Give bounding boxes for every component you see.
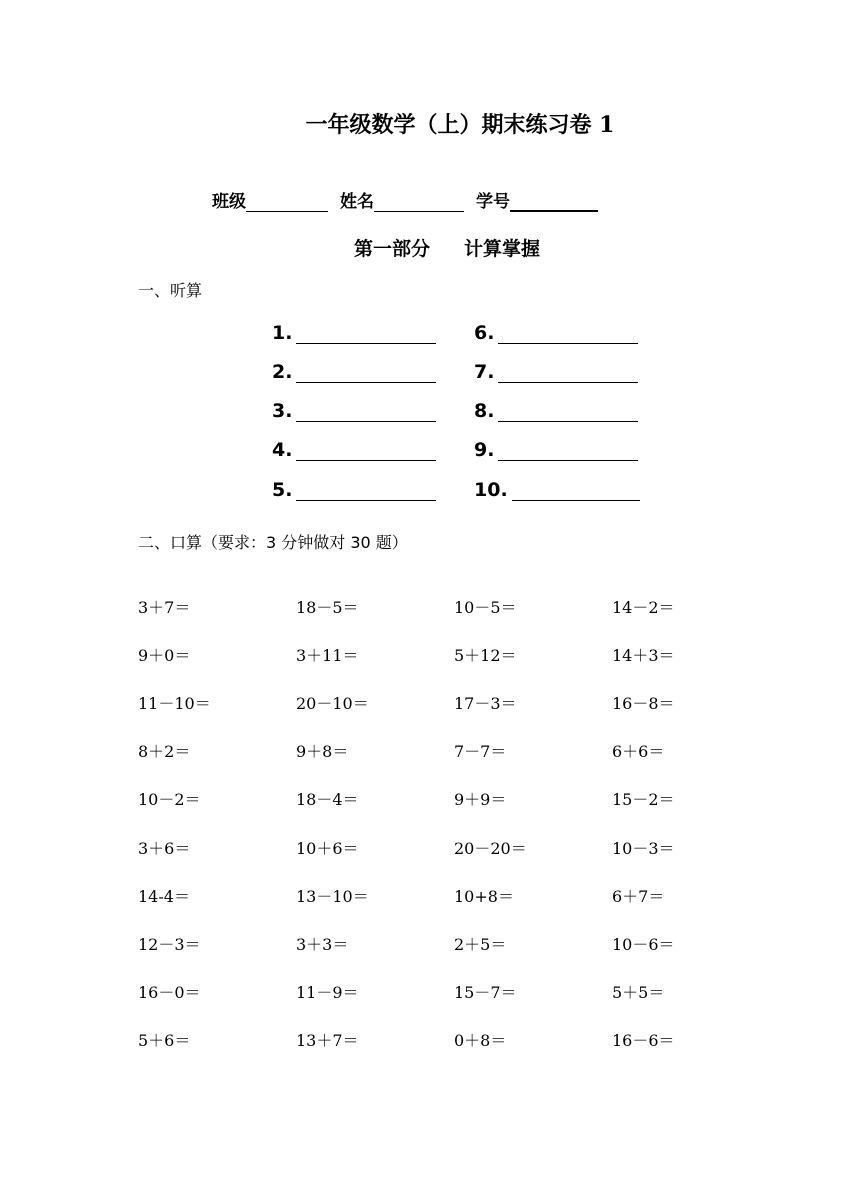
student-info-line xyxy=(212,187,598,212)
page-title: 一年级数学（上）期末练习卷 1 xyxy=(305,112,615,138)
mental-math-problem: 0＋8＝ xyxy=(454,1031,507,1050)
mental-math-problem: 10－6＝ xyxy=(612,935,675,954)
mental-math-problem: 5＋6＝ xyxy=(138,1031,191,1050)
mental-math-problem: 14-4＝ xyxy=(138,887,190,906)
listen-item-number: 2. xyxy=(272,361,293,383)
listen-answer-blank[interactable] xyxy=(498,321,638,344)
id-blank[interactable] xyxy=(510,192,598,212)
mental-math-problem: 13－10＝ xyxy=(296,887,369,906)
mental-math-problem: 3＋7＝ xyxy=(138,598,191,617)
listen-item-number: 5. xyxy=(272,479,293,501)
listen-item xyxy=(474,314,638,344)
mental-math-problem: 11－9＝ xyxy=(296,983,359,1002)
mental-math-problem: 8＋2＝ xyxy=(138,742,191,761)
name-blank[interactable] xyxy=(374,193,464,212)
mental-math-problem: 7－7＝ xyxy=(454,742,507,761)
mental-math-problem: 3＋6＝ xyxy=(138,839,191,858)
listen-item xyxy=(272,353,436,383)
listen-item-number: 6. xyxy=(474,322,495,344)
mental-math-problem: 3＋3＝ xyxy=(296,935,349,954)
listen-answer-blank[interactable] xyxy=(296,399,436,422)
id-label: 学号 xyxy=(476,192,510,212)
mental-math-problem: 16－0＝ xyxy=(138,983,201,1002)
listen-item-number: 7. xyxy=(474,361,495,383)
listen-answer-blank[interactable] xyxy=(512,478,640,501)
mental-math-problem: 10－3＝ xyxy=(612,839,675,858)
listen-item xyxy=(272,471,436,501)
listen-answer-blank[interactable] xyxy=(296,321,436,344)
mental-math-problem: 12－3＝ xyxy=(138,935,201,954)
listen-item xyxy=(272,392,436,422)
listen-answer-blank[interactable] xyxy=(296,478,436,501)
listen-item-number: 9. xyxy=(474,439,495,461)
part-one-heading xyxy=(354,234,540,261)
mental-math-problem: 9＋0＝ xyxy=(138,646,191,665)
listen-item xyxy=(474,471,640,501)
listen-answer-blank[interactable] xyxy=(498,399,638,422)
mental-math-problem: 6＋6＝ xyxy=(612,742,665,761)
mental-math-problem: 20－20＝ xyxy=(454,839,527,858)
mental-math-problem: 9＋8＝ xyxy=(296,742,349,761)
mental-math-problem: 14＋3＝ xyxy=(612,646,675,665)
mental-math-problem: 11－10＝ xyxy=(138,694,211,713)
mental-math-problem: 2＋5＝ xyxy=(454,935,507,954)
mental-math-problem: 16－6＝ xyxy=(612,1031,675,1050)
mental-math-problem: 9＋9＝ xyxy=(454,790,507,809)
mental-math-problem: 3＋11＝ xyxy=(296,646,359,665)
mental-math-problem: 20－10＝ xyxy=(296,694,369,713)
listen-answer-blank[interactable] xyxy=(296,438,436,461)
listen-item-number: 8. xyxy=(474,400,495,422)
class-label: 班级 xyxy=(212,192,246,212)
listen-item xyxy=(272,431,436,461)
mental-math-problem: 5＋5＝ xyxy=(612,983,665,1002)
listen-item xyxy=(474,353,638,383)
listen-answer-blank[interactable] xyxy=(498,438,638,461)
listen-answer-blank[interactable] xyxy=(296,360,436,383)
mental-math-problem: 10－2＝ xyxy=(138,790,201,809)
part-one-name: 计算掌握 xyxy=(464,238,541,260)
listen-item-number: 3. xyxy=(272,400,293,422)
mental-math-problem: 10＋6＝ xyxy=(296,839,359,858)
mental-math-problem: 17－3＝ xyxy=(454,694,517,713)
listen-answer-blank[interactable] xyxy=(498,360,638,383)
listen-item xyxy=(272,314,436,344)
mental-math-problem: 14－2＝ xyxy=(612,598,675,617)
listen-item xyxy=(474,431,638,461)
mental-math-problem: 13＋7＝ xyxy=(296,1031,359,1050)
mental-math-problem: 18－4＝ xyxy=(296,790,359,809)
mental-math-problem: 15－7＝ xyxy=(454,983,517,1002)
listen-item-number: 1. xyxy=(272,322,293,344)
mental-math-problem: 10－5＝ xyxy=(454,598,517,617)
mental-math-problem: 16－8＝ xyxy=(612,694,675,713)
listen-item xyxy=(474,392,638,422)
part-one-label: 第一部分 xyxy=(354,238,431,260)
class-blank[interactable] xyxy=(246,193,328,212)
name-label: 姓名 xyxy=(340,192,374,212)
mental-math-problem: 6＋7＝ xyxy=(612,887,665,906)
section-mental-heading: 二、口算（要求：3 分钟做对 30 题） xyxy=(138,533,408,552)
mental-math-problem: 18－5＝ xyxy=(296,598,359,617)
section-listen-heading: 一、听算 xyxy=(138,281,203,300)
listen-item-number: 10. xyxy=(474,479,508,501)
mental-math-problem: 15－2＝ xyxy=(612,790,675,809)
mental-math-problem: 5＋12＝ xyxy=(454,646,517,665)
listen-item-number: 4. xyxy=(272,439,293,461)
mental-math-problem: 10+8＝ xyxy=(454,887,514,906)
